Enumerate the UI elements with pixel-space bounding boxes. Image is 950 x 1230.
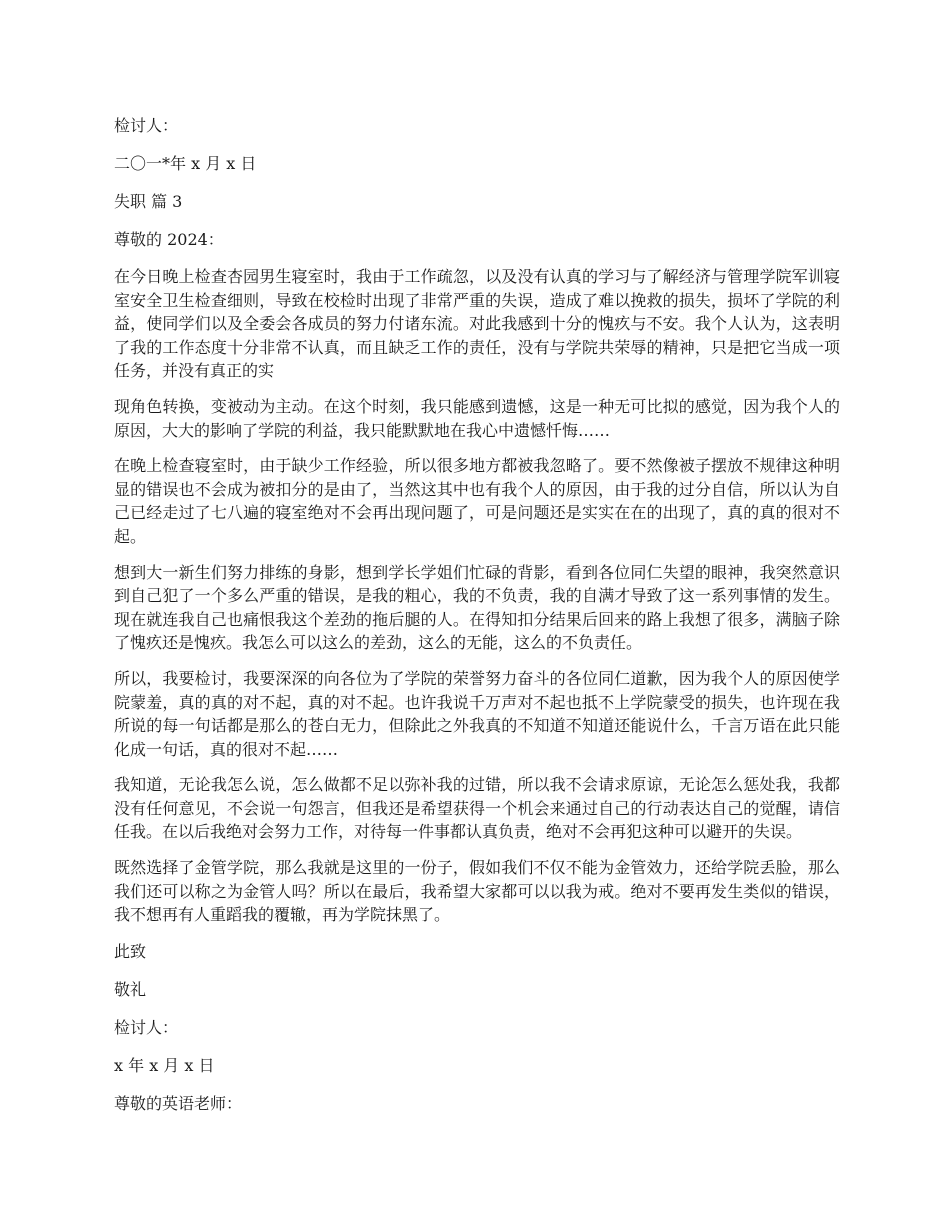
closing-phrase: 此致 [114,941,147,961]
paragraph: 在晚上检查寝室时，由于缺少工作经验，所以很多地方都被我忽略了。要不然像被子摆放不规律这种明显的错误也不会成为被扣分的是由了，当然这其中也有我个人的原因，由于我的过分自信，所以认为自己已经走过了七八遍的寝室绝对不会再出现问题了，可是问题还是实实在在的出现了，真的真的很对不起。 [114,456,840,546]
date-line: x 年 x 月 x 日 [114,1055,215,1075]
signature-label: 检讨人： [114,1017,179,1037]
paragraph: 我知道，无论我怎么说，怎么做都不足以弥补我的过错，所以我不会请求原谅，无论怎么惩处我，我都没有任何意见，不会说一句怨言，但我还是希望获得一个机会来通过自己的行动表达自己的觉醒，请信任我。在以后我绝对会努力工作，对待每一件事都认真负责，绝对不会再犯这种可以避开的失误。 [114,775,840,842]
document-page [114,113,840,1129]
section-heading: 失职 篇 3 [114,192,183,211]
signature-label: 检讨人： [114,116,179,135]
date-line: 二〇一*年 x 月 x 日 [114,154,257,173]
salutation: 尊敬的英语老师： [114,1093,243,1113]
paragraph: 既然选择了金管学院，那么我就是这里的一份子，假如我们不仅不能为金管效力，还给学院丢脸，那么我们还可以称之为金管人吗？所以在最后，我希望大家都可以以我为戒。绝对不要再发生类似的错误，我不想再有人重蹈我的覆辙，再为学院抹黑了。 [114,858,840,925]
paragraph: 现角色转换，变被动为主动。在这个时刻，我只能感到遗憾，这是一种无可比拟的感觉，因为我个人的原因，大大的影响了学院的利益，我只能默默地在我心中遗憾忏悔…… [114,396,840,440]
closing-salute: 敬礼 [114,979,147,999]
salutation: 尊敬的 2024： [114,230,224,249]
paragraph: 所以，我要检讨，我要深深的向各位为了学院的荣誉努力奋斗的各位同仁道歉，因为我个人的原因使学院蒙羞，真的真的对不起，真的对不起。也许我说千万声对不起也抵不上学院蒙受的损失，也许现在我所说的每一句话都是那么的苍白无力，但除此之外我真的不知道不知道还能说什么，千言万语在此只能化成一句话，真的很对不起…… [114,668,840,759]
paragraph: 在今日晚上检查杏园男生寝室时，我由于工作疏忽，以及没有认真的学习与了解经济与管理学院军训寝室安全卫生检查细则，导致在校检时出现了非常严重的失误，造成了难以挽救的损失，损坏了学院的利益，使同学们以及全委会各成员的努力付诸东流。对此我感到十分的愧疚与不安。我个人认为，这表明了我的工作态度十分非常不认真，而且缺乏工作的责任，没有与学院共荣辱的精神，只是把它当成一项任务，并没有真正的实 [114,267,840,381]
paragraph: 想到大一新生们努力排练的身影，想到学长学姐们忙碌的背影，看到各位同仁失望的眼神，我突然意识到自己犯了一个多么严重的错误，是我的粗心，我的不负责，我的自满才导致了这一系列事情的发生。现在就连我自己也痛恨我这个差劲的拖后腿的人。在得知扣分结果后回来的路上我想了很多，满脑子除了愧疚还是愧疚。我怎么可以这么的差劲，这么的无能，这么的不负责任。 [114,562,840,653]
